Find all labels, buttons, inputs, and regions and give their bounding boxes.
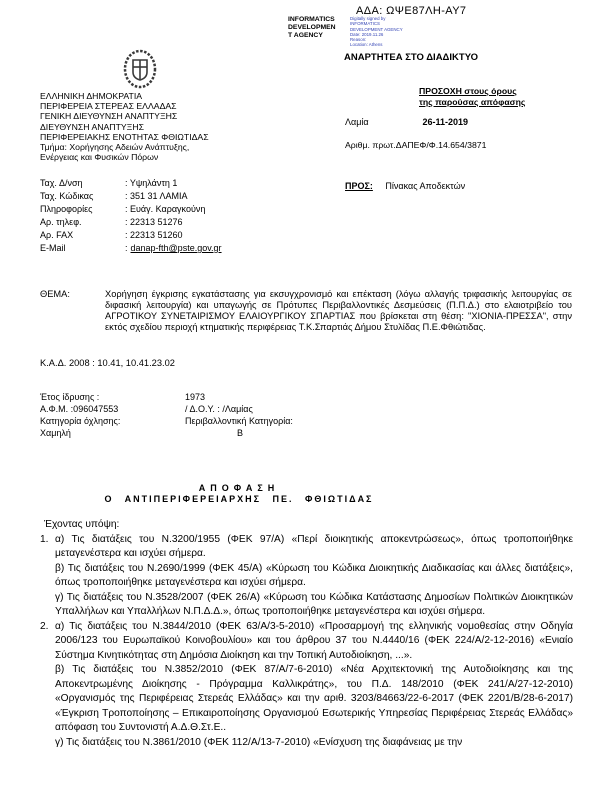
- agency-line: T AGENCY: [288, 32, 323, 39]
- pros-value: Πίνακας Αποδεκτών: [385, 181, 466, 191]
- signature-detail-line: Date: 2019.11.26: [350, 31, 384, 37]
- digital-signature-stamp: [288, 16, 430, 48]
- law-paragraph: β) Τις διατάξεις του Ν.3852/2010 (ΦΕΚ 87/Α/7-6-2010) «Νέα Αρχιτεκτονική της Αυτοδιοίκησης και της Αποκεντρωμένης Διοίκησης - Πρόγραμμα Καλλικράτης», του Π.Δ. 148/2010 (ΦΕΚ 241/Α/27-12-2010) «Οργανισμός της Περιφέρειας Στερεάς Ελλάδας» και την αριθ. 3203/84663/22-6-2017 (ΦΕΚ 2201/Β/28-6-2017) «Έγκριση Τροποποίησης – Επικαιροποίησης Οργανισμού Εσωτερικής Υπηρεσίας Περιφέρειας Στερεάς Ελλάδας» απόφαση του Συντονιστή Α.Δ.Θ.Στ.Ε..: [55, 664, 573, 733]
- legal-item-2: [40, 620, 573, 751]
- contact-label: E-Mail: [40, 243, 66, 253]
- signature-detail-line: Location: Athens: [350, 42, 383, 48]
- contact-row-fax: [40, 229, 222, 242]
- decision-title: ΑΠΟΦΑΣΗ: [198, 483, 280, 493]
- env-label: Περιβαλλοντική Κατηγορία:: [185, 416, 293, 426]
- contact-label: Ταχ. Δ/νση: [40, 178, 83, 188]
- pros-label: ΠΡΟΣ:: [345, 181, 373, 191]
- signature-detail-line: DEVELOPMENT AGENCY: [350, 26, 403, 32]
- having-regard-section: [40, 518, 573, 750]
- subject-block: [40, 289, 572, 333]
- doy-value: / Δ.Ο.Υ. : /Λαμίας: [185, 404, 253, 414]
- contact-row-postcode: [40, 190, 222, 203]
- item-subparagraphs: [55, 533, 573, 620]
- nuisance-value: Χαμηλή: [40, 428, 71, 438]
- subject-text: Χορήγηση έγκρισης εγκατάστασης για εκσυγχρονισμό και επέκταση (λόγω αλλαγής τριφασικής λειτουργίας σε διφασική λειτουργία) και υπαγωγής σε Πρότυπες Περιβαλλοντικές Δεσμεύσεις (Π.Π.Δ.) στο ελαιοτριβείο του ΑΓΡΟΤΙΚΟΥ ΣΥΝΕΤΑΙΡΙΣΜΟΥ ΕΛΑΙΟΥΡΓΙΚΟΥ ΣΠΑΡΤΙΑΣ που βρίσκεται στη θέση: "ΧΙΟΝΙΑ-ΠΡΕΣΣΑ", στην εκτός σχεδίου περιοχή κτηματικής περιφέρειας Τ.Κ.Σπαρτιάς Δήμου Στυλίδας Π.Ε.Φθιώτιδας.: [105, 289, 572, 332]
- contact-row-address: [40, 177, 222, 190]
- company-info: [40, 391, 293, 439]
- contact-row-information: [40, 203, 222, 216]
- email-link[interactable]: danap-fth@pste.gov.gr: [130, 243, 222, 253]
- nuisance-label: Κατηγορία όχλησης:: [40, 416, 121, 426]
- law-paragraph: γ) Τις διατάξεις του Ν.3528/2007 (ΦΕΚ 26/Α) «Κύρωση του Κώδικα Κατάστασης Δημοσίων Πολιτικών Διοικητικών Υπαλλήλων και Υπαλλήλων Ν.Π.Δ.Δ.», όπως τροποποιήθηκε μεταγενέστερα και ισχύει σήμερα.: [55, 591, 573, 617]
- agency-line: INFORMATICS: [288, 16, 335, 23]
- org-line-region: ΠΕΡΙΦΕΡΕΙΑ ΣΤΕΡΕΑΣ ΕΛΛΑΔΑΣ: [40, 101, 177, 112]
- signature-detail-line: INFORMATICS: [350, 21, 380, 27]
- item-subparagraphs: [55, 620, 573, 751]
- env-value: Β: [237, 428, 244, 438]
- contact-value: : Ευάγ. Καραγκούνη: [125, 204, 206, 214]
- contact-row-email: [40, 242, 222, 255]
- attention-line: της παρούσας απόφασης: [419, 96, 526, 107]
- kad-line: Κ.Α.Δ. 2008 : 10.41, 10.41.23.02: [40, 358, 175, 368]
- document-date: 26-11-2019: [422, 117, 469, 127]
- contact-row-phone: [40, 216, 222, 229]
- signature-agency-name: [288, 16, 346, 48]
- contact-label: Αρ. FAX: [40, 230, 74, 240]
- contact-label: Αρ. τηλεφ.: [40, 217, 82, 227]
- org-line-department-2: Ενέργειας και Φυσικών Πόρων: [40, 152, 159, 163]
- org-line-general-directorate: ΓΕΝΙΚΗ ΔΙΕΥΘΥΝΣΗ ΑΝΑΠΤΥΞΗΣ: [40, 111, 178, 122]
- company-row-afm: [40, 403, 293, 415]
- org-line-republic: ΕΛΛΗΝΙΚΗ ΔΗΜΟΚΡΑΤΙΑ: [40, 91, 143, 101]
- afm-label: Α.Φ.Μ. :096047553: [40, 404, 119, 414]
- org-line-directorate: ΔΙΕΥΘΥΝΣΗ ΑΝΑΠΤΥΞΗΣ: [40, 121, 144, 132]
- item-number: 2.: [40, 620, 49, 632]
- contact-value: : 22313 51276: [125, 217, 183, 227]
- legal-item-1: [40, 533, 573, 620]
- contact-value: : Υψηλάντη 1: [125, 178, 178, 188]
- contact-label: Πληροφορίες: [40, 204, 93, 214]
- recipient-line: [345, 181, 465, 191]
- contact-value: : 22313 51260: [125, 230, 183, 240]
- contact-value: : 351 31 ΛΑΜΙΑ: [125, 191, 188, 201]
- item-number: 1.: [40, 533, 49, 545]
- agency-line: DEVELOPMEN: [288, 24, 336, 31]
- city-date-line: [345, 117, 468, 127]
- greek-emblem-icon: [121, 48, 159, 90]
- contact-label: Ταχ. Κώδικας: [40, 191, 94, 201]
- company-row-categories: [40, 415, 293, 427]
- decision-subtitle: Ο ΑΝΤΙΠΕΡΙΦΕΡΕΙΑΡΧΗΣ ΠΕ. ΦΘΙΩΤΙΔΑΣ: [104, 494, 374, 504]
- ada-code: ΑΔΑ: ΩΨΕ87ΛΗ-ΑΥ7: [356, 5, 467, 17]
- subject-label: ΘΕΜΑ:: [40, 289, 70, 299]
- having-intro: Έχοντας υπόψη:: [44, 519, 120, 530]
- law-paragraph: γ) Τις διατάξεις του Ν.3861/2010 (ΦΕΚ 112/Α/13-7-2010) «Ενίσχυση της διαφάνειας με την: [55, 736, 463, 748]
- protocol-number: Αριθμ. πρωτ.ΔΑΠΕΦ/Φ.14.654/3871: [345, 140, 487, 150]
- attention-note: [419, 86, 525, 107]
- founded-label: Έτος ίδρυσης :: [40, 392, 100, 402]
- signature-detail-line: Reason:: [350, 37, 367, 43]
- law-paragraph: α) Τις διατάξεις του Ν.3844/2010 (ΦΕΚ 63/Α/3-5-2010) «Προσαρμογή της ελληνικής νομοθεσίας στην Οδηγία 2006/123 του Ευρωπαϊκού Κοινοβουλίου» και του άρθρου 37 του Ν.4440/16 (ΦΕΚ 224/Α/2-12-2016) «Ενιαίο Σύστημα Κινητικότητας στη Δημόσια Διοίκηση και την Τοπική Αυτοδιοίκηση, ...».: [55, 620, 573, 661]
- contact-block: [40, 177, 222, 255]
- founded-value: 1973: [185, 392, 206, 402]
- company-row-category-values: [40, 427, 293, 439]
- city-label: Λαμία: [345, 117, 369, 127]
- company-row-founded: [40, 391, 293, 403]
- anartitea-label: ΑΝΑΡΤΗΤΕΑ ΣΤΟ ΔΙΑΔΙΚΤΥΟ: [344, 52, 479, 63]
- law-paragraph: β) Τις διατάξεις του Ν.2690/1999 (ΦΕΚ 45/Α) «Κύρωση του Κώδικα Διοικητικής Διαδικασίας και άλλες διατάξεις», όπως τροποποιήθηκε μεταγενέστερα και ισχύει σήμερα.: [55, 562, 573, 588]
- org-line-department: Τμήμα: Χορήγησης Αδειών Ανάπτυξης,: [40, 142, 190, 153]
- law-paragraph: α) Τις διατάξεις του Ν.3200/1955 (ΦΕΚ 97/Α) «Περί διοικητικής αποκεντρώσεως», όπως τροποποιήθηκε μεταγενέστερα και ισχύει σήμερα.: [55, 533, 573, 559]
- signature-details: [350, 16, 430, 48]
- signature-detail-line: Digitally signed by: [350, 16, 386, 21]
- attention-line: ΠΡΟΣΟΧΗ στους όρους: [419, 86, 517, 96]
- decision-heading: [0, 483, 478, 505]
- org-header: [40, 91, 209, 162]
- org-line-regional-unit: ΠΕΡΙΦΕΡΕΙΑΚΗΣ ΕΝΟΤΗΤΑΣ ΦΘΙΩΤΙΔΑΣ: [40, 131, 209, 142]
- contact-value: :: [125, 243, 128, 253]
